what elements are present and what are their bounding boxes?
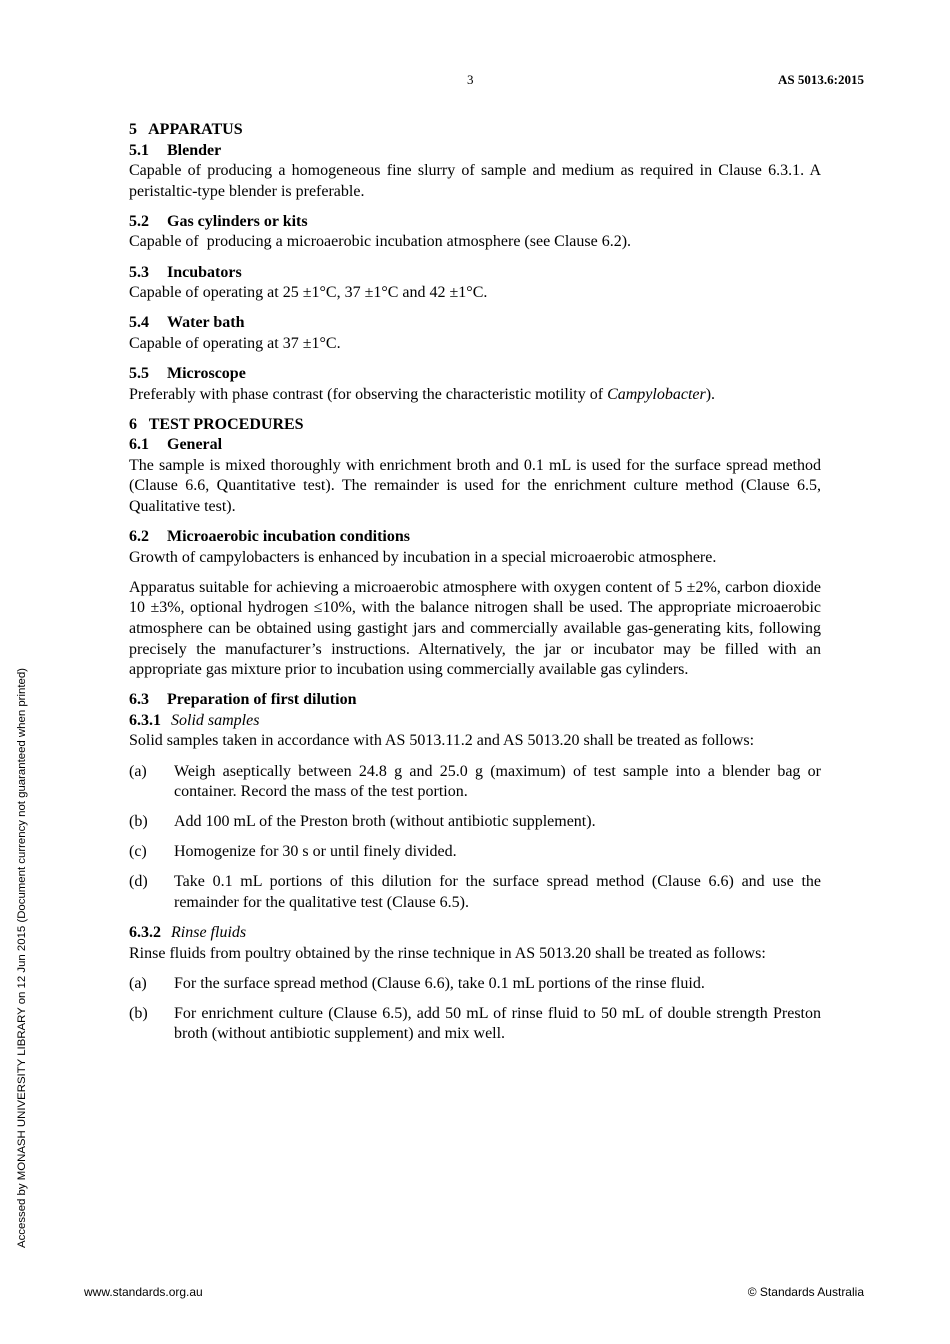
list-item: (a) Weigh aseptically between 24.8 g and 25.0 g (maximum) of test sample into a blender bag or container. Record the mass of the test portion. bbox=[129, 762, 821, 801]
section-6-3-heading: 6.3 Preparation of first dilution bbox=[129, 691, 357, 709]
section-6-1-body: The sample is mixed thoroughly with enrichment broth and 0.1 mL is used for the surface spread method (Clause 6.6, Quantitative test). The remainder is used for the enrichment culture method (Clause 6.5, Qualitative test). bbox=[129, 456, 821, 515]
section-6-3-1-intro: Solid samples taken in accordance with AS 5013.11.2 and AS 5013.20 shall be treated as follows: bbox=[129, 732, 755, 750]
document-identifier: AS 5013.6:2015 bbox=[778, 72, 864, 87]
section-6-heading: 6 TEST PROCEDURES bbox=[129, 415, 304, 433]
list-item: (b) For enrichment culture (Clause 6.5), add 50 mL of rinse fluid to 50 mL of double strength Preston broth (without antibiotic supplement) and mix well. bbox=[129, 1004, 821, 1043]
footer-website: www.standards.org.au bbox=[84, 1285, 203, 1299]
section-6-3-1-heading: 6.3.1 Solid samples bbox=[129, 711, 260, 729]
section-5-5-heading: 5.5 Microscope bbox=[129, 364, 246, 382]
list-item: (d) Take 0.1 mL portions of this dilution for the surface spread method (Clause 6.6) and use the remainder for the qualitative test (Clause 6.5). bbox=[129, 873, 821, 911]
section-5-4-body: Capable of operating at 37 ±1°C. bbox=[129, 334, 341, 352]
section-5-2-body: Capable of producing a microaerobic incubation atmosphere (see Clause 6.2). bbox=[129, 233, 632, 251]
list-item: (a) For the surface spread method (Clause 6.6), take 0.1 mL portions of the rinse fluid. bbox=[129, 974, 705, 992]
section-6-2-heading: 6.2 Microaerobic incubation conditions bbox=[129, 528, 410, 546]
section-6-1-heading: 6.1 General bbox=[129, 436, 223, 454]
section-6-2-body-1: Growth of campylobacters is enhanced by incubation in a special microaerobic atmosphere. bbox=[129, 548, 717, 566]
section-5-4-heading: 5.4 Water bath bbox=[129, 314, 245, 332]
section-6-3-2-intro: Rinse fluids from poultry obtained by the rinse technique in AS 5013.20 shall be treated as follows: bbox=[129, 944, 766, 962]
section-5-3-heading: 5.3 Incubators bbox=[129, 263, 242, 281]
section-6-3-2-heading: 6.3.2 Rinse fluids bbox=[129, 924, 247, 942]
section-5-heading: 5 APPARATUS bbox=[129, 121, 243, 138]
section-5-1-heading: 5.1 Blender bbox=[129, 141, 222, 159]
access-watermark: Accessed by MONASH UNIVERSITY LIBRARY on 12 Jun 2015 (Document currency not guaranteed when printed) bbox=[16, 668, 28, 1248]
document-body bbox=[129, 120, 821, 1055]
section-5-5-body: Preferably with phase contrast (for observing the characteristic motility of Campylobacter). bbox=[129, 385, 716, 403]
list-item: (c) Homogenize for 30 s or until finely divided. bbox=[129, 843, 457, 861]
list-item: (b) Add 100 mL of the Preston broth (without antibiotic supplement). bbox=[129, 813, 596, 831]
section-6-2-body-2: Apparatus suitable for achieving a microaerobic atmosphere with oxygen content of 5 ±2%, carbon dioxide 10 ±3%, optional hydrogen ≤10%, with the balance nitrogen shall be used. The appropriate microaerobic atmosphere can be obtained using gastight jars and commercially available gas-generating kits, following precisely the manufacturer’s instructions. Alternatively, the jar or incubator may be filled with an appropriate gas mixture prior to incubation using commercially available gas cylinders. bbox=[129, 578, 821, 679]
section-5-1-body: Capable of producing a homogeneous fine slurry of sample and medium as required in Clause 6.3.1. A peristaltic-type blender is preferable. bbox=[129, 162, 821, 200]
section-5-2-heading: 5.2 Gas cylinders or kits bbox=[129, 212, 308, 230]
section-5-3-body: Capable of operating at 25 ±1°C, 37 ±1°C and 42 ±1°C. bbox=[129, 284, 488, 302]
page-number: 3 bbox=[467, 72, 474, 87]
footer-copyright: © Standards Australia bbox=[747, 1285, 864, 1299]
